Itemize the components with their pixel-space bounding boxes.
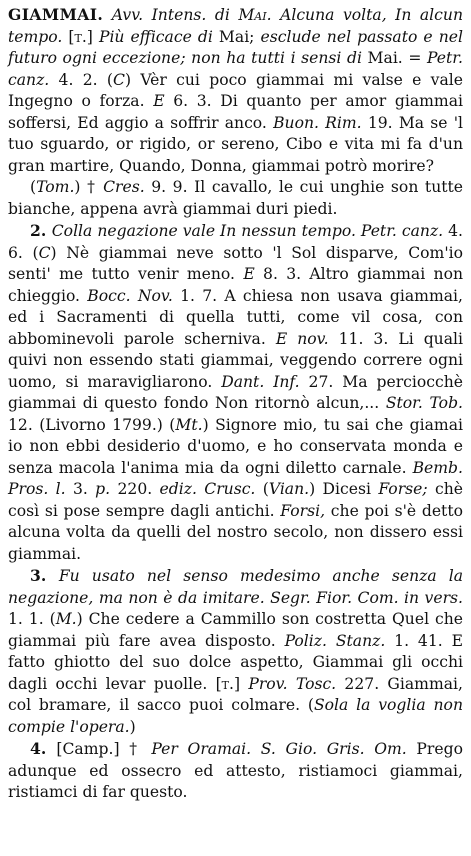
entry-text-run: Mt. xyxy=(175,415,203,434)
entry-text-run: Vian. xyxy=(268,480,310,498)
entry-text-run: [ xyxy=(62,27,75,46)
entry-text-run: ) Dicesi xyxy=(309,480,379,498)
entry-text-run: ] xyxy=(86,27,99,46)
entry-text-run: Mai xyxy=(238,6,267,24)
entry-text-run: Bemb. Pros. l. xyxy=(8,458,463,498)
entry-text-run: 2. xyxy=(30,221,52,240)
entry-text-run: t. xyxy=(74,27,87,46)
entry-text-run: Dant. Inf. xyxy=(221,372,300,391)
entry-text-run: ) Che cedere a Cammillo son costretta Quel che giammai più fare avea disposto. xyxy=(8,610,463,650)
entry-definition-1 xyxy=(8,4,463,177)
entry-text-run: Forsi, xyxy=(280,501,326,520)
entry-text-run: ) Signore mio, tu sai che giamai io non ebbi desiderio d'uomo, e ho conservata monda e senza macola l'anima mia da ogni diletto carnale. xyxy=(8,415,463,477)
entry-text-run: Mai; xyxy=(212,27,261,46)
entry-text-run: esclude nel passato e nel futuro ogni eccezione; non ha tutti i sensi di xyxy=(8,27,463,67)
entry-text-run: ) Vèr cui poco giammai mi valse e vale Ingegno o forza. xyxy=(8,70,463,110)
entry-headword: GIAMMAI. xyxy=(8,5,104,24)
entry-text-run: 4. 2. ( xyxy=(49,70,113,89)
entry-sense-4 xyxy=(8,738,463,804)
entry-text-run: Per Oramai. S. Gio. Gris. Om. xyxy=(151,740,407,758)
entry-text-run: ( xyxy=(255,480,269,498)
entry-text-run: 4. 6. ( xyxy=(8,222,463,262)
entry-text-run: Prov. Tosc. xyxy=(248,674,337,693)
entry-text-run: E xyxy=(153,92,165,110)
entry-text-run: Poliz. Stanz. xyxy=(284,631,386,650)
entry-text-run: Mai. = xyxy=(361,49,428,67)
entry-text-run: C xyxy=(113,70,125,89)
entry-text-run: 4. xyxy=(30,739,57,758)
entry-text-run: ) † xyxy=(74,178,104,196)
entry-text-run: ediz. Crusc. xyxy=(159,480,256,498)
entry-citation-tom xyxy=(8,177,463,220)
entry-text-run: 9. 9. Il cavallo, le cui unghie son tutte bianche, appena avrà giammai duri piedi. xyxy=(8,178,464,218)
entry-text-run: ] xyxy=(233,674,249,693)
entry-text-run: 220. xyxy=(110,480,160,498)
entry-text-run: C xyxy=(38,243,51,262)
entry-text-run: Tom. xyxy=(36,178,75,196)
entry-text-run: 1. 41. E fatto ghiotto del suo dolce aspetto, Giammai gli occhi dagli occhi levar puolle. [ xyxy=(8,631,463,693)
entry-text-run: p. xyxy=(95,480,111,498)
entry-text-run: che poi s'è detto alcuna volta da quelli del nostro secolo, non dissero essi giammai. xyxy=(8,501,463,563)
entry-text-run: 11. 3. Li quali quivi non essendo stati giammai, veggendo correre ogni uomo, si maravigliarono. xyxy=(8,329,463,391)
entry-sense-3 xyxy=(8,565,463,738)
entry-text-run: t. xyxy=(221,674,234,693)
entry-text-run: Bocc. Nov. xyxy=(87,286,173,305)
entry-text-run: M. xyxy=(55,610,77,628)
entry-text-run: ) Nè giammai neve sotto 'l Sol disparve, Com'io senti' me tutto venir meno. xyxy=(8,243,464,283)
entry-text-run: Fu usato nel senso medesimo anche senza la negazione, ma non è da imitare. Segr. Fior. Com. in vers. xyxy=(8,567,463,607)
dictionary-entry-giammai xyxy=(8,4,463,804)
entry-text-run: 12. (Livorno 1799.) ( xyxy=(8,415,176,434)
entry-text-run: 1. 7. A chiesa non usava giammai, ed i Sacramenti di quella tutti, come vil cosa, con abbominevoli parole scherniva. xyxy=(8,286,463,348)
entry-text-run: 1. 1. ( xyxy=(8,610,56,628)
entry-text-run: 227. Giammai, col bramare, il sacco puoi colmare. ( xyxy=(8,674,463,714)
entry-text-run: chè così si pose sempre dagli antichi. xyxy=(8,480,463,520)
entry-text-run: Più efficace di xyxy=(98,27,213,46)
entry-text-run: ( xyxy=(30,178,37,196)
entry-text-run: 3. xyxy=(30,566,59,585)
entry-text-run: 3. xyxy=(65,480,96,498)
entry-text-run: 19. Ma se 'l tuo sguardo, or rigido, or sereno, Cibo e vita mi fa d'un gran martire, Quando, Donna, giammai potrò morire? xyxy=(8,113,463,175)
entry-text-run: Stor. Tob. xyxy=(385,394,464,412)
entry-text-run: Buon. Rim. xyxy=(273,113,362,132)
entry-text-run: [Camp.] † xyxy=(56,740,152,758)
entry-text-run: Colla negazione vale In nessun tempo. Petr. canz. xyxy=(51,222,444,240)
entry-text-run: . Alcuna volta, In alcun tempo. xyxy=(8,6,463,46)
entry-text-run: Cres. xyxy=(103,178,145,196)
entry-text-run: Sola la voglia non compie l'opera. xyxy=(8,696,463,736)
entry-text-run: 8. 3. Altro giammai non chieggio. xyxy=(8,265,464,305)
entry-text-run: E xyxy=(243,265,255,283)
entry-text-run: E nov. xyxy=(275,329,329,348)
entry-text-run: Avv. Intens. di xyxy=(111,6,239,24)
entry-text-run: 27. Ma perciocchè giammai di questo fondo Non ritornò alcun,... xyxy=(8,372,464,412)
entry-text-run: Forse; xyxy=(378,480,428,498)
entry-text-run: Petr. canz. xyxy=(8,49,463,89)
entry-text-run: ) xyxy=(129,717,136,736)
entry-text-run xyxy=(103,6,112,24)
entry-sense-2 xyxy=(8,220,463,565)
entry-text-run: 6. 3. Di quanto per amor giammai soffersi, Ed aggio a soffrir anco. xyxy=(8,92,463,132)
entry-text-run: Prego adunque ed ossecro ed attesto, ristiamoci giammai, ristiamci di far questo. xyxy=(8,740,463,801)
